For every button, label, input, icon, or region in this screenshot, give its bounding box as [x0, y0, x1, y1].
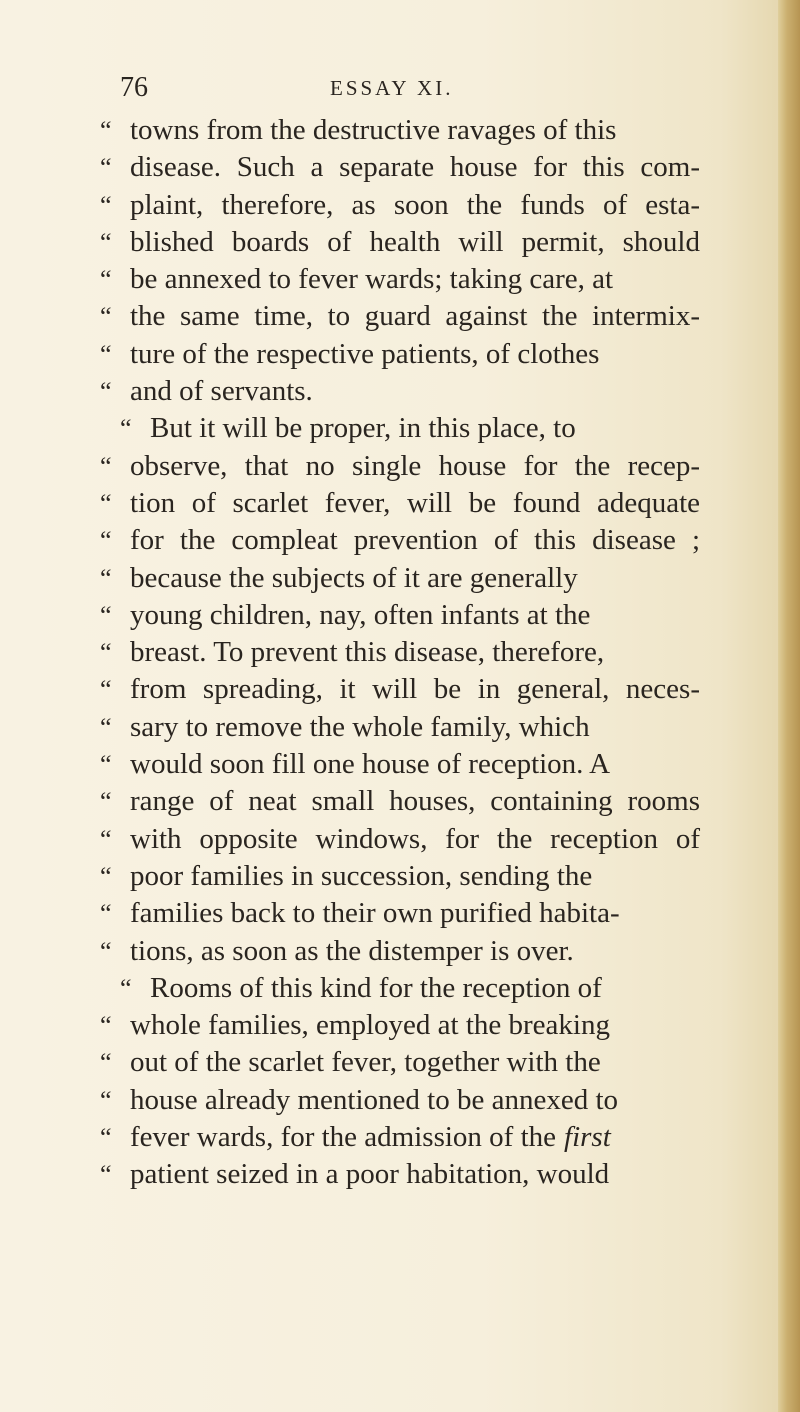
- quote-mark: “: [100, 824, 112, 854]
- line-text: the same time, to guard against the intermix-: [130, 300, 700, 333]
- text-line: [100, 1044, 700, 1081]
- quote-mark: “: [100, 899, 112, 929]
- text-line: [100, 187, 700, 224]
- text-line: [100, 410, 700, 447]
- line-text: for the compleat prevention of this disease ;: [130, 524, 700, 557]
- text-line: [100, 858, 700, 895]
- quote-mark: “: [100, 675, 112, 705]
- text-line: [100, 597, 700, 634]
- page-header: [120, 62, 680, 102]
- line-text: range of neat small houses, containing rooms: [130, 785, 700, 818]
- page-number: 76: [120, 72, 148, 103]
- text-line: [100, 485, 700, 522]
- line-text: blished boards of health will permit, should: [130, 225, 700, 258]
- quote-mark: “: [100, 339, 112, 369]
- quote-mark: “: [100, 563, 112, 593]
- text-line: [100, 1119, 700, 1156]
- text-line: [100, 1082, 700, 1119]
- quote-mark: “: [100, 861, 112, 891]
- text-line: [100, 933, 700, 970]
- line-text: patient seized in a poor habitation, would: [130, 1158, 610, 1191]
- text-line: [100, 448, 700, 485]
- line-text: plaint, therefore, as soon the funds of esta-: [130, 188, 700, 221]
- quote-mark: “: [100, 600, 112, 630]
- text-line: [100, 560, 700, 597]
- text-line: [100, 373, 700, 410]
- line-text: sary to remove the whole family, which: [130, 710, 590, 743]
- line-text: and of servants.: [130, 375, 313, 408]
- line-text: because the subjects of it are generally: [130, 561, 578, 594]
- text-line: [100, 746, 700, 783]
- quote-mark: “: [100, 526, 112, 556]
- quote-mark: “: [100, 638, 112, 668]
- quote-mark: “: [100, 1085, 112, 1115]
- line-text: be annexed to fever wards; taking care, at: [130, 263, 614, 296]
- quote-mark: “: [120, 973, 132, 1003]
- page-edge: [778, 0, 800, 1412]
- quote-mark: “: [120, 414, 132, 444]
- line-text: disease. Such a separate house for this com-: [130, 151, 700, 184]
- body-text: [100, 112, 700, 1194]
- quote-mark: “: [100, 265, 112, 295]
- quote-mark: “: [100, 377, 112, 407]
- line-text: house already mentioned to be annexed to: [130, 1083, 619, 1116]
- text-line: [100, 112, 700, 149]
- line-text: young children, nay, often infants at the: [130, 598, 591, 631]
- quote-mark: “: [100, 936, 112, 966]
- text-line: [100, 671, 700, 708]
- quote-mark: “: [100, 1123, 112, 1153]
- running-head: ESSAY XI.: [330, 76, 454, 100]
- quote-mark: “: [100, 1011, 112, 1041]
- italic-word: first: [564, 1121, 611, 1154]
- quote-mark: “: [100, 153, 112, 183]
- text-line: [100, 970, 700, 1007]
- line-text: out of the scarlet fever, together with the: [130, 1046, 601, 1079]
- text-line: [100, 783, 700, 820]
- text-line: [100, 224, 700, 261]
- line-text: But it will be proper, in this place, to: [150, 412, 576, 445]
- line-text: poor families in succession, sending the: [130, 859, 593, 892]
- line-text: families back to their own purified habita-: [130, 897, 620, 930]
- line-text: towns from the destructive ravages of this: [130, 114, 617, 146]
- text-line: [100, 634, 700, 671]
- text-line: [100, 522, 700, 559]
- text-line: [100, 1156, 700, 1193]
- line-text: Rooms of this kind for the reception of: [150, 971, 602, 1004]
- line-text: breast. To prevent this disease, therefore,: [130, 636, 605, 669]
- quote-mark: “: [100, 1048, 112, 1078]
- quote-mark: “: [100, 227, 112, 257]
- quote-mark: “: [100, 190, 112, 220]
- line-text: whole families, employed at the breaking: [130, 1009, 610, 1042]
- quote-mark: “: [100, 488, 112, 518]
- quote-mark: “: [100, 302, 112, 332]
- quote-mark: “: [100, 1160, 112, 1190]
- quote-mark: “: [100, 116, 112, 145]
- line-text: fever wards, for the admission of the: [130, 1121, 557, 1154]
- text-line: [100, 821, 700, 858]
- quote-mark: “: [100, 451, 112, 481]
- quote-mark: “: [100, 750, 112, 780]
- text-line: [100, 336, 700, 373]
- text-line: [100, 149, 700, 186]
- line-text: observe, that no single house for the recep-: [130, 449, 700, 482]
- quote-mark: “: [100, 712, 112, 742]
- text-line: [100, 895, 700, 932]
- line-text: from spreading, it will be in general, neces-: [130, 673, 700, 706]
- quote-mark: “: [100, 787, 112, 817]
- text-line: [100, 298, 700, 335]
- line-text: with opposite windows, for the reception of: [130, 822, 700, 855]
- line-text: ture of the respective patients, of clothes: [130, 337, 600, 370]
- line-text: tions, as soon as the distemper is over.: [130, 934, 574, 967]
- text-line: [100, 261, 700, 298]
- text-line: [100, 1007, 700, 1044]
- line-text: would soon fill one house of reception. A: [130, 748, 611, 781]
- text-line: [100, 709, 700, 746]
- line-text: tion of scarlet fever, will be found adequate: [130, 486, 700, 519]
